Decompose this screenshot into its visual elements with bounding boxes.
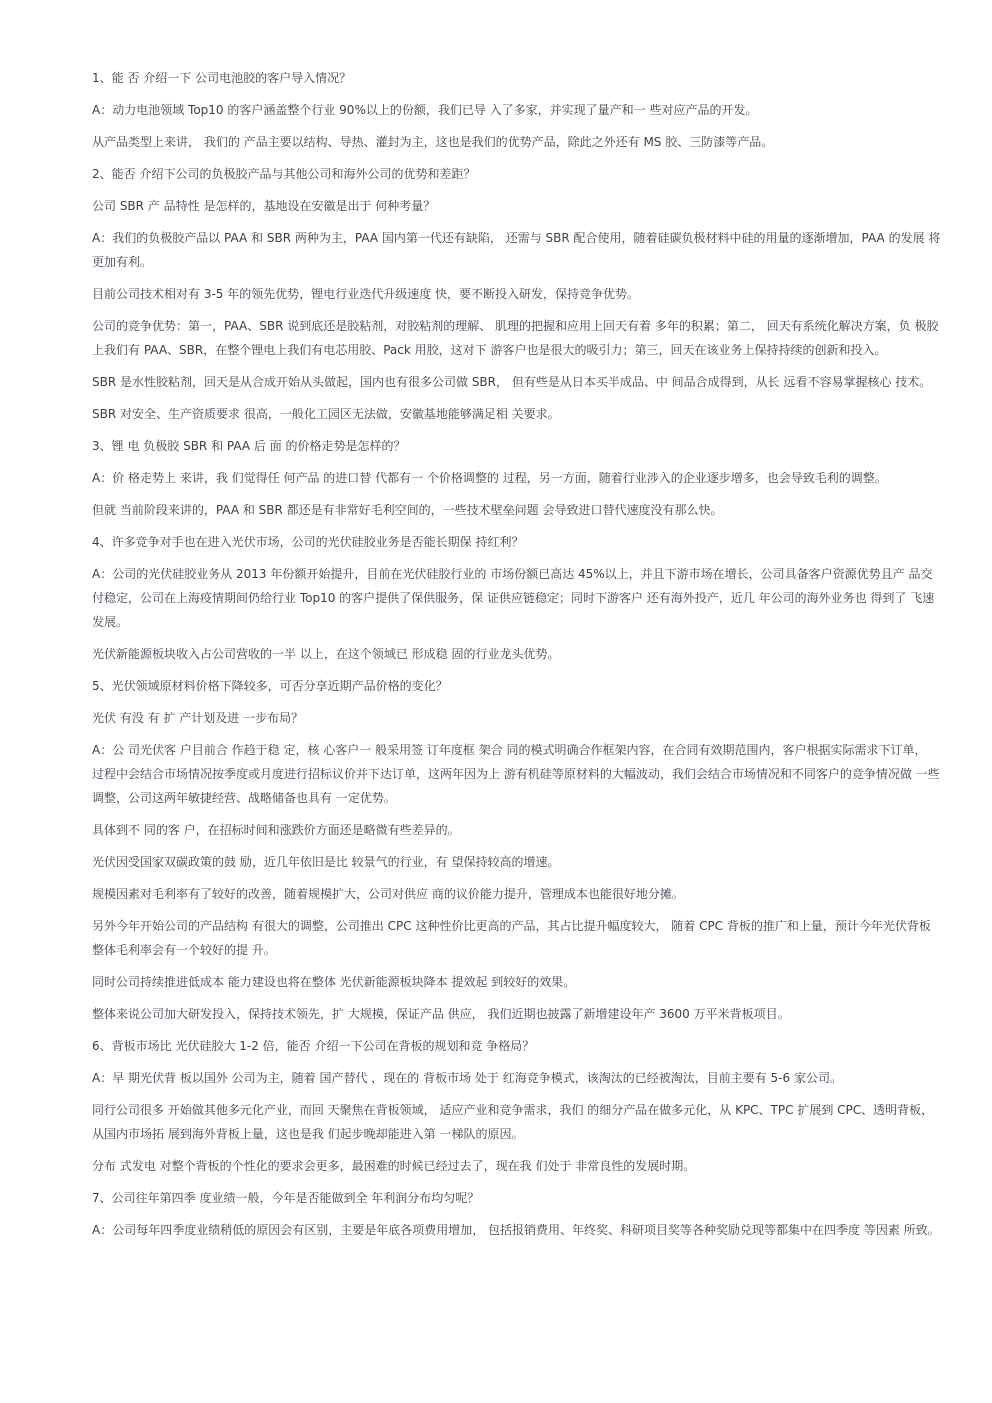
question-3: 3、锂 电 负极胶 SBR 和 PAA 后 面 的价格走势是怎样的？ — [92, 439, 406, 453]
question-6: 6、背板市场比 光伏硅胶大 1-2 倍，能否 介绍一下公司在背板的规划和竞 争格局？ — [92, 1039, 535, 1053]
answer-paragraph: 目前公司技术相对有 3-5 年的领先优势，锂电行业迭代升级速度 快，要不断投入研发，保持竞争优势。 — [92, 287, 640, 301]
answer-paragraph: 同时公司持续推进低成本 能力建设也将在整体 光伏新能源板块降本 提效起 到较好的效果。 — [92, 975, 576, 989]
answer-paragraph: SBR 是水性胶粘剂，回天是从合成开始从头做起，国内也有很多公司做 SBR， 但有些是从日本买半成品、中 间品合成得到，从长 远看不容易掌握核心 技术。 — [92, 375, 932, 389]
answer-paragraph: 从产品类型上来讲， 我们的 产品主要以结构、导热、灌封为主，这也是我们的优势产品，除此之外还有 MS 胶、三防漆等产品。 — [92, 135, 774, 149]
question-2: 2、能否 介绍下公司的负极胶产品与其他公司和海外公司的优势和差距？ — [92, 167, 476, 181]
answer-paragraph: 具体到不 同的客 户，在招标时间和涨跌价方面还是略微有些差异的。 — [92, 823, 460, 837]
answer-paragraph: 整体来说公司加大研发投入，保持技术领先，扩 大规模，保证产品 供应， 我们近期也披露了新增建设年产 3600 万平米背板项目。 — [92, 1007, 790, 1021]
question-1: 1、能 否 介绍一下 公司电池胶的客户导入情况？ — [92, 71, 352, 85]
answer-paragraph: 但就 当前阶段来讲的，PAA 和 SBR 都还是有非常好毛利空间的，一些技术壁垒问题 会导致进口替代速度没有那么快。 — [92, 503, 723, 517]
answer-paragraph: 光伏因受国家双碳政策的鼓 励，近几年依旧是比 较景气的行业，有 望保持较高的增速。 — [92, 855, 560, 869]
answer-paragraph: SBR 对安全、生产资质要求 很高，一般化工园区无法做，安徽基地能够满足相 关要求。 — [92, 407, 560, 421]
question-7: 7、公司往年第四季 度业绩一般，今年是否能做到全 年利润分布均匀呢？ — [92, 1191, 480, 1205]
answer-paragraph: A：早 期光伏背 板以国外 公司为主，随着 国产替代 ，现在的 背板市场 处于 红海竞争模式，该淘汰的已经被淘汰，目前主要有 5-6 家公司。 — [92, 1071, 842, 1085]
question-5-sub: 光伏 有没 有 扩 产计划及进 一步布局？ — [92, 711, 304, 725]
answer-paragraph: A：我们的负极胶产品以 PAA 和 SBR 两种为主，PAA 国内第一代还有缺陷， 还需与 SBR 配合使用，随着硅碳负极材料中硅的用量的逐渐增加，PAA 的发展 将更加有利。 — [92, 231, 941, 269]
answer-paragraph: 光伏新能源板块收入占公司营收的一半 以上，在这个领域已 形成稳 固的行业龙头优势。 — [92, 647, 560, 661]
answer-paragraph: A：动力电池领域 Top10 的客户涵盖整个行业 90%以上的份额，我们已导 入了多家，并实现了量产和一 些对应产品的开发。 — [92, 103, 758, 117]
answer-paragraph: 规模因素对毛利率有了较好的改善，随着规模扩大，公司对供应 商的议价能力提升，管理成本也能很好地分摊。 — [92, 887, 684, 901]
answer-paragraph: A：公司每年四季度业绩稍低的原因会有区别，主要是年底各项费用增加， 包括报销费用、年终奖、科研项目奖等各种奖励兑现等都集中在四季度 等因素 所致。 — [92, 1223, 940, 1237]
answer-paragraph: A：公 司光伏客 户目前合 作趋于稳 定，核 心客户一 般采用签 订年度框 架合 同的模式明确合作框架内容，在合同有效期范围内，客户根据实际需求下订单， 过程中会结合市场情况按季度或月度进行招标议价并下达订单，这两年因为上 游有机硅等原材料的大幅波动，我们会结合市场情况和不同客户的竞争情况做 一些调整，公司这两年敏捷经营、战略储备也具有 一定优势。 — [92, 743, 940, 805]
answer-paragraph: A：价 格走势上 来讲，我 们觉得任 何产品 的进口替 代都有一 个价格调整的 过程，另一方面，随着行业涉入的企业逐步增多，也会导致毛利的调整。 — [92, 471, 887, 485]
answer-paragraph: 另外今年开始公司的产品结构 有很大的调整，公司推出 CPC 这种性价比更高的产品，其占比提升幅度较大， 随着 CPC 背板的推广和上量，预计今年光伏背板整体毛利率会有一个较好的提 升。 — [92, 919, 931, 957]
question-4: 4、许多竞争对手也在进入光伏市场，公司的光伏硅胶业务是否能长期保 持红利？ — [92, 535, 524, 549]
question-2-sub: 公司 SBR 产 品特性 是怎样的，基地设在安徽是出于 何种考量？ — [92, 199, 436, 213]
answer-paragraph: 公司的竞争优势：第一，PAA、SBR 说到底还是胶粘剂，对胶粘剂的理解、 肌理的把握和应用上回天有着 多年的积累；第二， 回天有系统化解决方案，负 极胶上我们有 PAA、SBR，在整个锂电上我们有电芯用胶、Pack 用胶，这对下 游客户也是很大的吸引力；第三，回天在该业务上保持持续的创新和投入。 — [92, 319, 939, 357]
document-body — [92, 66, 942, 1250]
answer-paragraph: 同行公司很多 开始做其他多元化产业，而回 天聚焦在背板领域， 适应产业和竞争需求，我们 的细分产品在做多元化，从 KPC、TPC 扩展到 CPC、透明背板，从国内市场拓 展到海外背板上量，这也是我 们起步晚却能进入第 一梯队的原因。 — [92, 1103, 934, 1141]
answer-paragraph: 分布 式发电 对整个背板的个性化的要求会更多，最困难的时候已经过去了，现在我 们处于 非常良性的发展时期。 — [92, 1159, 696, 1173]
question-5: 5、光伏领域原材料价格下降较多，可否分享近期产品价格的变化？ — [92, 679, 448, 693]
answer-paragraph: A：公司的光伏硅胶业务从 2013 年份额开始提升，目前在光伏硅胶行业的 市场份额已高达 45%以上，并且下游市场在增长，公司具备客户资源优势且产 品交付稳定，公司在上海疫情期间仍给行业 Top10 的客户提供了保供服务，保 证供应链稳定；同时下游客户 还有海外投产，近几 年公司的海外业务也 得到了 飞速发展。 — [92, 567, 935, 629]
